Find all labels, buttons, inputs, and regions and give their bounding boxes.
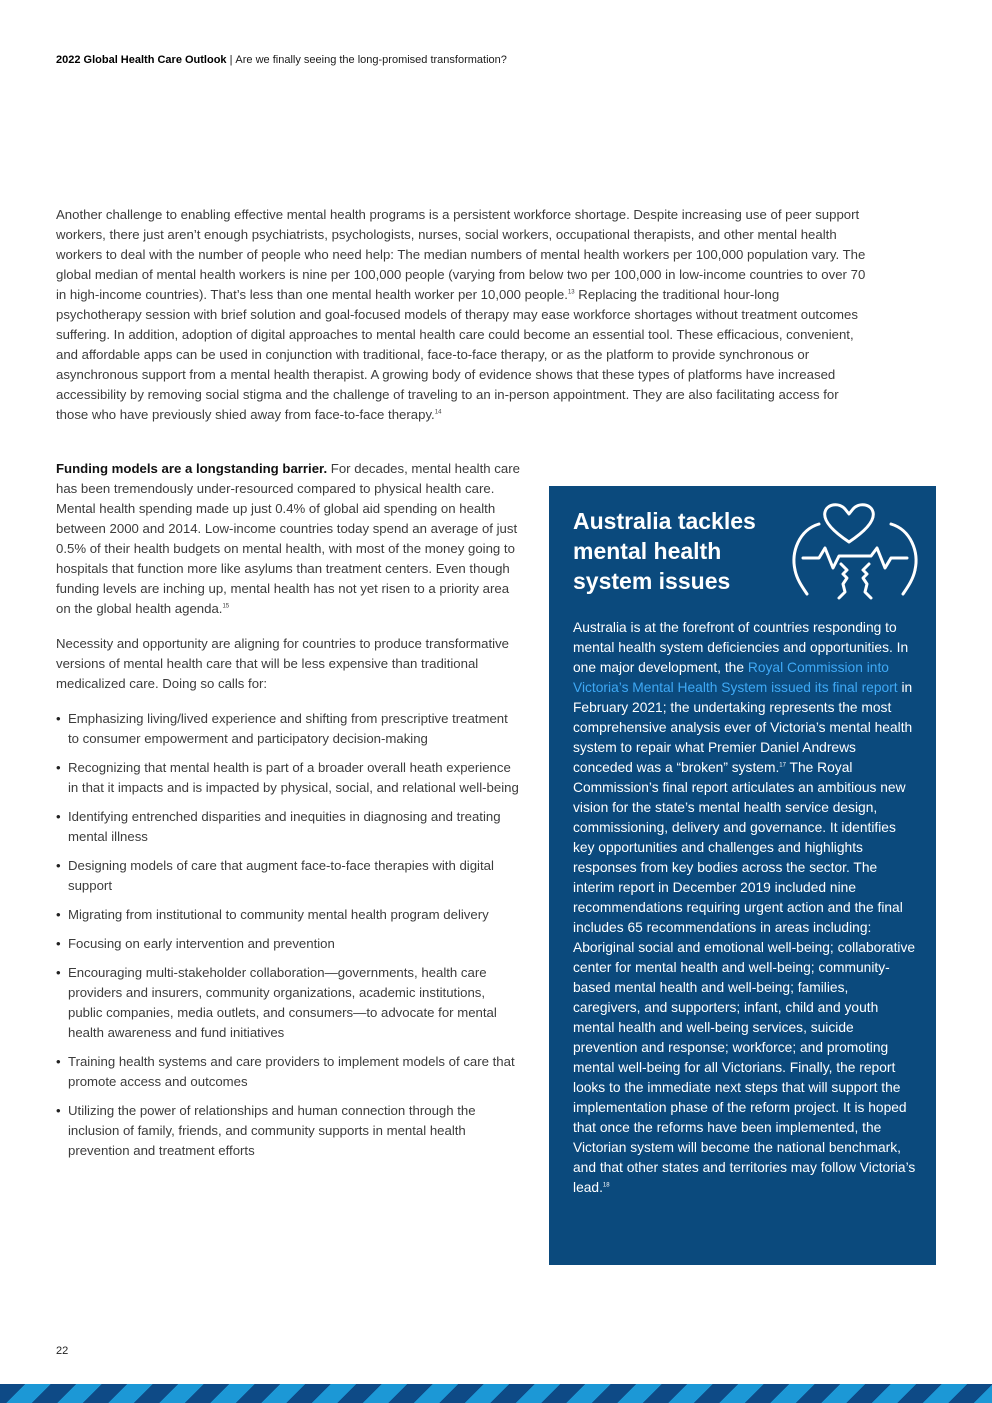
sidebar-text-part1: Australia is at the forefront of countries responding to mental health system deficiencies and opportunities. In one major development, the — [573, 620, 909, 675]
footer-stripe-band — [0, 1384, 992, 1403]
list-item — [56, 856, 522, 896]
bullet-icon: • — [56, 1054, 61, 1069]
sidebar-body — [573, 618, 918, 1198]
funding-text: For decades, mental health care has been tremendously under-resourced compared to physical health care. Mental health spending made up just 0.4% of global aid spending on health between 2000 and 2014. Low-income countries today spend an average of just 0.5% of their health budgets on mental health, with most of the money going to hospitals that function more like asylums than treatment centers. Even though funding levels are inching up, mental health has not yet risen to a priority area on the global health agenda. — [56, 461, 520, 616]
left-column — [56, 459, 522, 1170]
header-separator: | — [229, 54, 233, 66]
intro-paragraph — [56, 205, 866, 425]
footnote-ref: 13 — [567, 289, 575, 296]
list-item — [56, 934, 522, 954]
bullet-icon: • — [56, 711, 61, 726]
sidebar-text-part2: in February 2021; the undertaking represents the most comprehensive analysis ever of Victoria’s mental health system to repair what Premier Daniel Andrews conceded was a “broken” system. — [573, 680, 913, 775]
list-item-text: Utilizing the power of relationships and human connection through the inclusion of family, friends, and community supports in mental health prevention and treatment efforts — [68, 1103, 476, 1158]
australia-sidebar — [549, 486, 936, 1265]
list-item — [56, 709, 522, 749]
page-number: 22 — [56, 1345, 69, 1357]
footnote-ref: 17 — [779, 762, 786, 769]
list-item-text: Designing models of care that augment face-to-face therapies with digital support — [68, 858, 494, 893]
list-item — [56, 963, 522, 1043]
bullet-icon: • — [56, 760, 61, 775]
bullet-icon: • — [56, 965, 61, 980]
bullet-icon: • — [56, 936, 61, 951]
bullet-icon: • — [56, 1103, 61, 1118]
sidebar-text-part3: The Royal Commission’s final report articulates an ambitious new vision for the state’s mental health service design, commissioning, delivery and governance. It identifies key opportunities and challenges and highlights responses from key bodies across the sector. The interim report in December 2019 included nine recommendations requiring urgent action and the final includes 65 recommendations in areas including: Aboriginal social and emotional well-being; collaborative center for mental health and well-being; community-based mental health and well-being; families, caregivers, and supporters; infant, child and youth mental health and well-being services, suicide prevention and response; workforce; and promoting mental well-being for all Victorians. Finally, the report looks to the immediate next steps that will support the implementation phase of the reform project. It is hoped that once the reforms have been implemented, the Victorian system will become the national benchmark, and that other states and territories may follow Victoria’s lead. — [573, 760, 916, 1195]
bullet-icon: • — [56, 858, 61, 873]
recommendation-list — [56, 709, 522, 1161]
list-item — [56, 905, 522, 925]
list-item — [56, 1052, 522, 1092]
report-subtitle: Are we finally seeing the long-promised transformation? — [235, 54, 507, 66]
list-item — [56, 758, 522, 798]
sidebar-title: Australia tackles mental health system issues — [573, 508, 756, 594]
list-item-text: Recognizing that mental health is part of a broader overall heath experience in that it impacts and is impacted by physical, social, and relational well-being — [68, 760, 519, 795]
bullet-icon: • — [56, 907, 61, 922]
funding-paragraph — [56, 459, 522, 619]
list-item — [56, 1101, 522, 1161]
footnote-ref: 15 — [222, 603, 230, 610]
list-item — [56, 807, 522, 847]
running-header — [56, 54, 507, 66]
list-item-text: Identifying entrenched disparities and inequities in diagnosing and treating mental illness — [68, 809, 501, 844]
list-item-text: Encouraging multi-stakeholder collaboration—governments, health care providers and insurers, community organizations, academic institutions, public companies, media outlets, and consumers—to advocate for mental health awareness and fund initiatives — [68, 965, 497, 1040]
list-item-text: Training health systems and care providers to implement models of care that promote access and outcomes — [68, 1054, 515, 1089]
list-item-text: Focusing on early intervention and prevention — [68, 936, 335, 951]
footnote-ref: 14 — [434, 409, 442, 416]
necessity-paragraph: Necessity and opportunity are aligning for countries to produce transformative versions of mental health care that will be less expensive than traditional medicalized care. Doing so calls for: — [56, 636, 510, 691]
footnote-ref: 18 — [602, 1182, 610, 1189]
royal-commission-report-link[interactable]: Royal Commission into Victoria’s Mental Health System issued its final report — [573, 660, 898, 695]
funding-lead: Funding models are a longstanding barrier. — [56, 461, 328, 476]
list-item-text: Migrating from institutional to community mental health program delivery — [68, 907, 489, 922]
bullet-icon: • — [56, 809, 61, 824]
intro-text-part2: Replacing the traditional hour-long psychotherapy session with brief solution and goal-focused models of therapy may ease workforce shortages without treatment outcomes suffering. In addition, adoption of digital approaches to mental health care could become an essential tool. These efficacious, convenient, and affordable apps can be used in conjunction with traditional, face-to-face therapy, or as the platform to provide synchronous or asynchronous support from a mental health therapist. A growing body of evidence shows that these types of platforms have increased accessibility by removing social stigma and the challenge of traveling to an in-person appointment. They are also facilitating access for those who have previously shied away from face-to-face therapy. — [56, 287, 858, 422]
heart-heads-icon — [789, 500, 921, 604]
report-title: 2022 Global Health Care Outlook — [56, 54, 227, 66]
list-item-text: Emphasizing living/lived experience and shifting from prescriptive treatment to consumer empowerment and participatory decision-making — [68, 711, 508, 746]
intro-text-part1: Another challenge to enabling effective mental health programs is a persistent workforce shortage. Despite increasing use of peer support workers, there just aren’t enough psychiatrists, psychologists, nurses, social workers, occupational therapists, and other mental health workers to deal with the number of people who need help: The median numbers of mental health workers per 100,000 population vary. The global median of mental health workers is nine per 100,000 people (varying from below two per 100,000 in low-income countries to over 70 in high-income countries). That’s less than one mental health worker per 10,000 people. — [56, 207, 866, 302]
